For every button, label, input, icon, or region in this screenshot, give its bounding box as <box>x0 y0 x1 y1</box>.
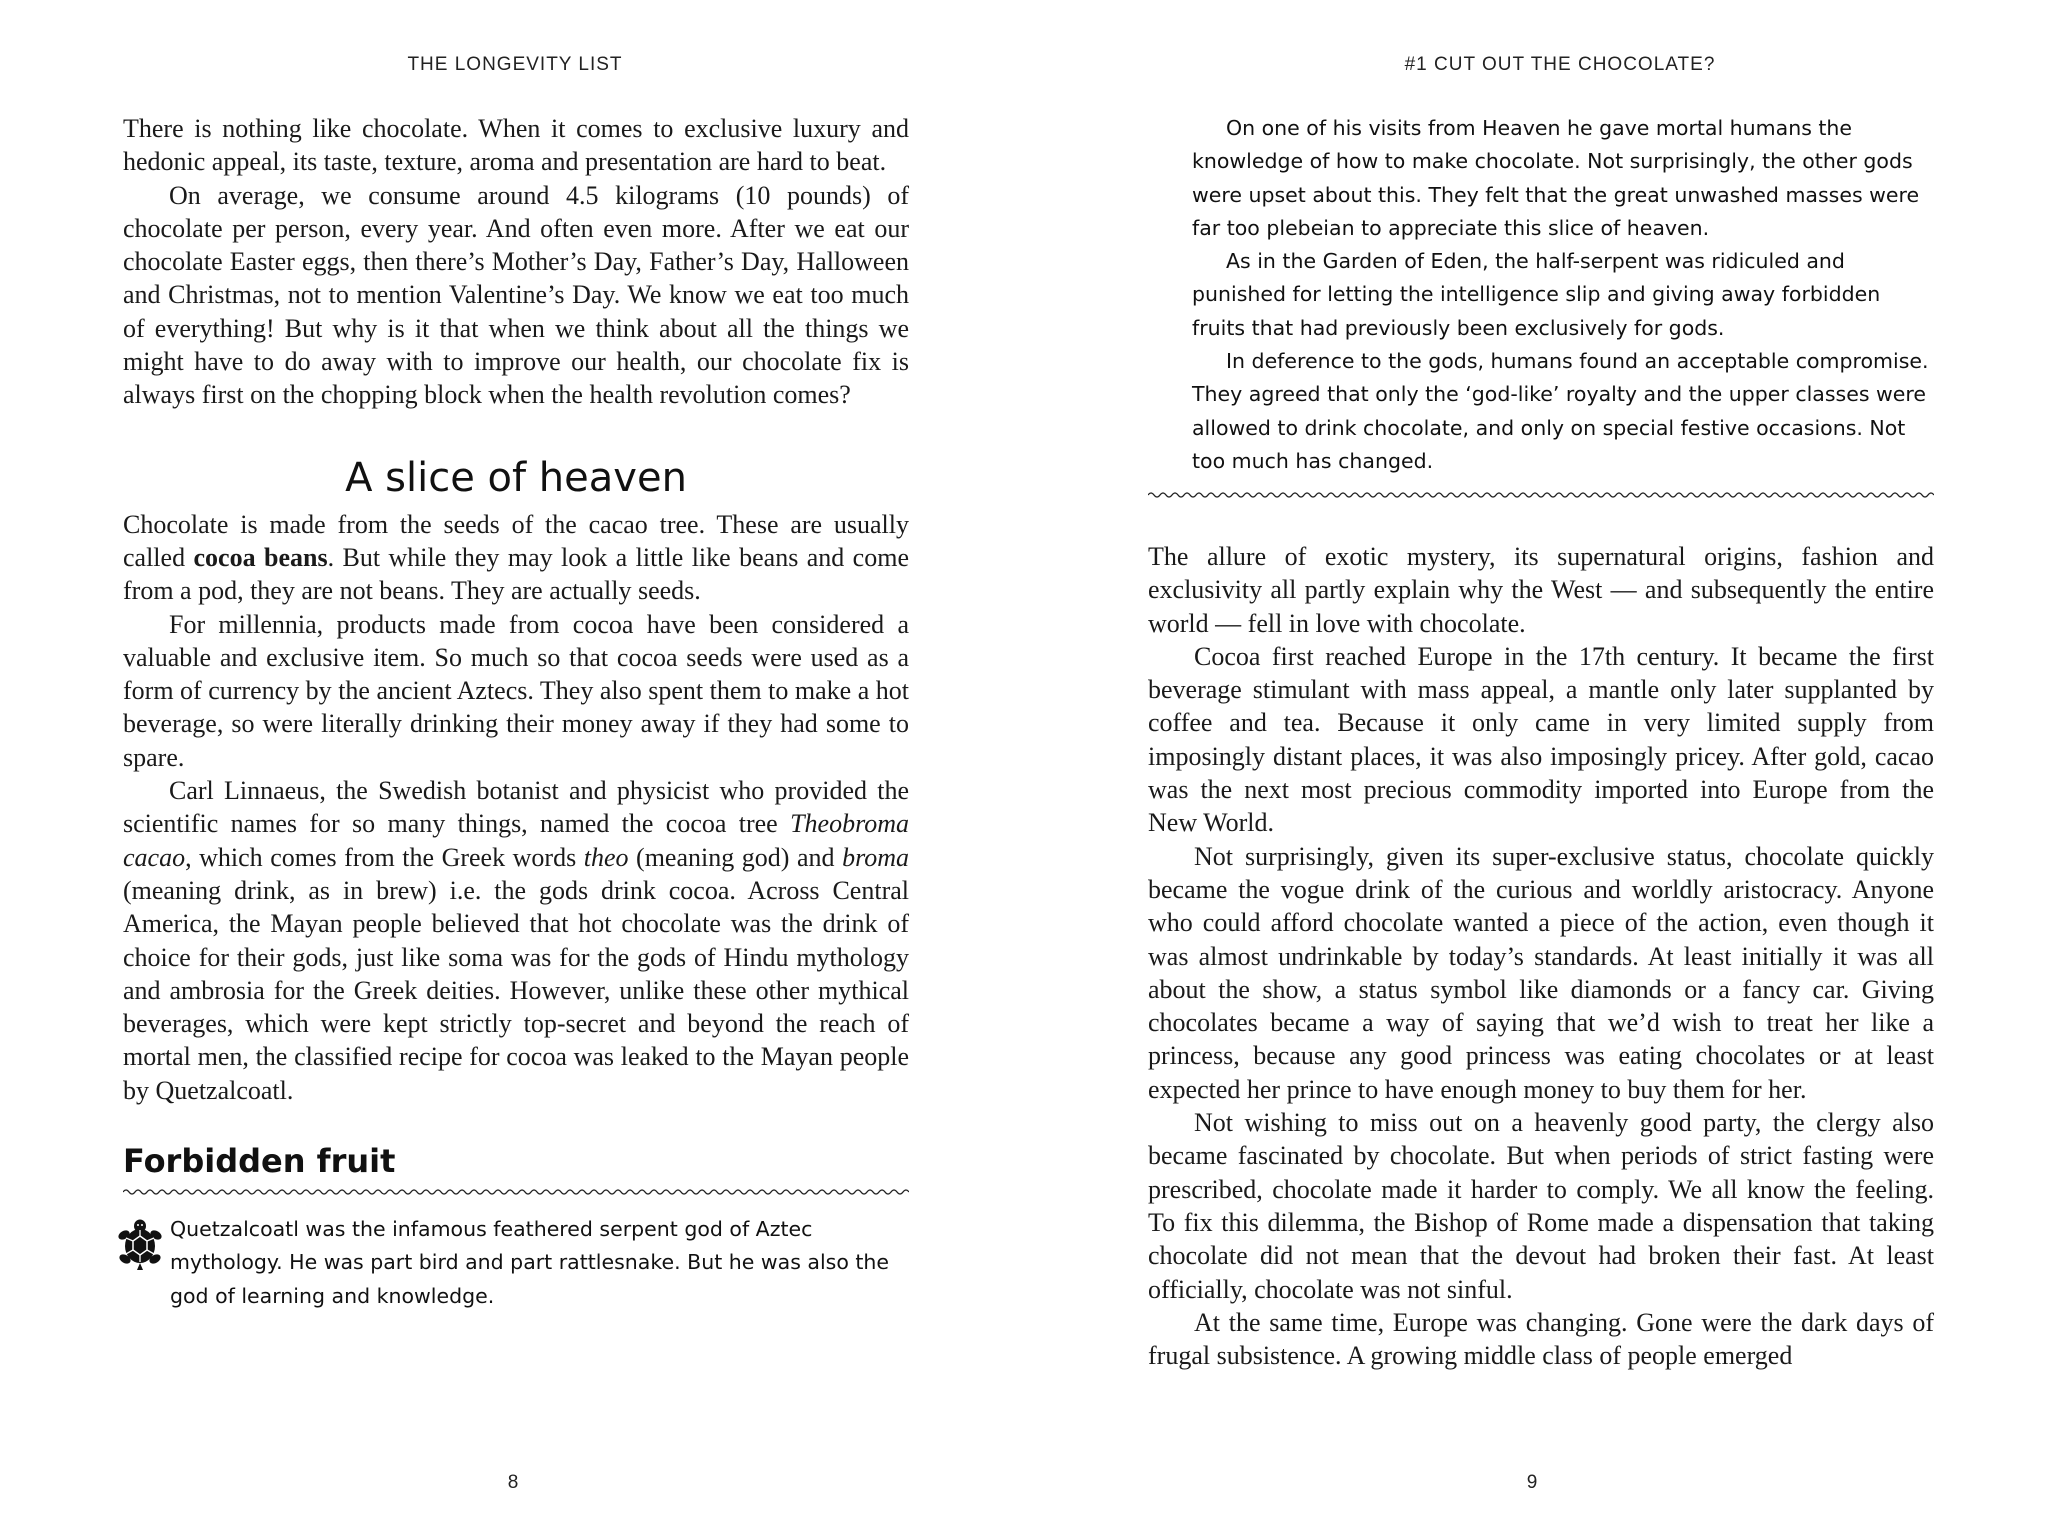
right-page <box>1024 0 2048 1539</box>
paragraph: At the same time, Europe was changing. Gone were the dark days of frugal subsistence. A growing middle class of people emerged <box>1148 1307 1934 1371</box>
text-run: (meaning god) and <box>628 842 843 872</box>
page-number-left: 8 <box>507 1472 519 1493</box>
text-run: . But while they may look a little like beans and come from a pod, they are not beans. They are actually seeds. <box>123 542 909 606</box>
paragraph: Cocoa first reached Europe in the 17th century. It became the first beverage stimulant with mass appeal, a mantle only later supplanted by coffee and tea. Because it only came in very limited supply from imposingly distant places, it was also imposingly pricey. After gold, cacao was the next most precious commodity imported into Europe from the New World. <box>1148 641 1934 838</box>
italic-term: theo <box>583 842 629 872</box>
italic-term: Theobroma cacao <box>123 809 909 872</box>
callout-paragraph: On one of his visits from Heaven he gave mortal humans the knowledge of how to make chocolate. Not surprisingly, the other gods were upset about this. They felt that the great unwashed masses were far too plebeian to appreciate this slice of heaven. <box>1192 116 1920 240</box>
section-heading: A slice of heaven <box>345 454 687 501</box>
paragraph: For millennia, products made from cocoa have been considered a valuable and exclusive item. So much so that cocoa seeds were used as a form of currency by the ancient Aztecs. They also spent them to make a hot beverage, so were literally drinking their money away if they had some to spare. <box>123 609 909 772</box>
text-run: Carl Linnaeus, the Swedish botanist and physicist who provided the scientific names for so many things, named the cocoa tree <box>123 776 909 839</box>
turtle-icon <box>115 1217 165 1271</box>
paragraph <box>123 508 909 608</box>
paragraph <box>123 774 909 1107</box>
right-text-column <box>1148 540 1934 1372</box>
paragraph: There is nothing like chocolate. When it comes to exclusive luxury and hedonic appeal, its taste, texture, aroma and presentation are hard to beat. <box>123 114 909 177</box>
text-run: Chocolate is made from the seeds of the cacao tree. These are usually called <box>123 509 909 572</box>
wavy-divider <box>1148 489 1934 501</box>
running-head-right: #1 CUT OUT THE CHOCOLATE? <box>1404 54 1716 75</box>
left-text-column <box>123 112 909 1313</box>
page-number-right: 9 <box>1526 1472 1538 1493</box>
wavy-divider <box>123 1186 909 1198</box>
paragraph: Not surprisingly, given its super-exclusive status, chocolate quickly became the vogue drink of the curious and worldly aristocracy. Anyone who could afford chocolate wanted a piece of the action, even though it was almost undrinkable by today’s standards. At least initially it was all about the show, a status symbol like diamonds or a fancy car. Giving chocolates became a way of saying that we’d wish to treat her like a princess, because any good princess was eating chocolates or at least expected her prince to have enough money to buy them for her. <box>1148 841 1934 1104</box>
paragraph: On average, we consume around 4.5 kilograms (10 pounds) of chocolate per person, every year. And often even more. After we eat our chocolate Easter eggs, then there’s Mother’s Day, Father’s Day, Halloween and Christmas, not to mention Valentine’s Day. We know we eat too much of everything! But why is it that when we think about all the things we might have to do away with to improve our health, our chocolate fix is always first on the chopping block when the health revolution comes? <box>123 180 909 410</box>
paragraph: The allure of exotic mystery, its supernatural origins, fashion and exclusivity all partly explain why the West — and subsequently the entire world — fell in love with chocolate. <box>1148 542 1934 638</box>
callout-paragraph: As in the Garden of Eden, the half-serpent was ridiculed and punished for letting the intelligence slip and giving away forbidden fruits that had previously been exclusively for gods. <box>1192 249 1881 340</box>
callout-paragraph: In deference to the gods, humans found an acceptable compromise. They agreed that only the ‘god-like’ royalty and the upper classes were allowed to drink chocolate, and only on special festive occasions. Not too much has changed. <box>1192 349 1929 473</box>
callout-box <box>123 1213 909 1313</box>
bold-term: cocoa beans <box>193 542 328 572</box>
italic-term: broma <box>842 842 909 872</box>
text-run: , which comes from the Greek words <box>185 842 584 872</box>
paragraph: Not wishing to miss out on a heavenly good party, the clergy also became fascinated by chocolate. But when periods of strict fasting were prescribed, chocolate made it harder to comply. We all know the feeling. To fix this dilemma, the Bishop of Rome made a dispensation that taking chocolate did not mean that the devout had broken their fast. At least officially, chocolate was not sinful. <box>1148 1108 1934 1304</box>
running-head-left: THE LONGEVITY LIST <box>407 54 623 75</box>
callout-text: Quetzalcoatl was the infamous feathered serpent god of Aztec mythology. He was part bird and part rattlesnake. But he was also the god of learning and knowledge. <box>170 1217 890 1308</box>
text-run: (meaning drink, as in brew) i.e. the gods drink cocoa. Across Central America, the Mayan people believed that hot chocolate was the drink of choice for their gods, just like soma was for the gods of Hindu mythology and ambrosia for the Greek deities. However, unlike these other mythical beverages, which were kept strictly top-secret and beyond the reach of mortal men, the classified recipe for cocoa was leaked to the Mayan people by Quetzalcoatl. <box>123 875 909 1105</box>
subheading: Forbidden fruit <box>123 1142 396 1181</box>
callout-box-continued <box>1192 112 1932 478</box>
